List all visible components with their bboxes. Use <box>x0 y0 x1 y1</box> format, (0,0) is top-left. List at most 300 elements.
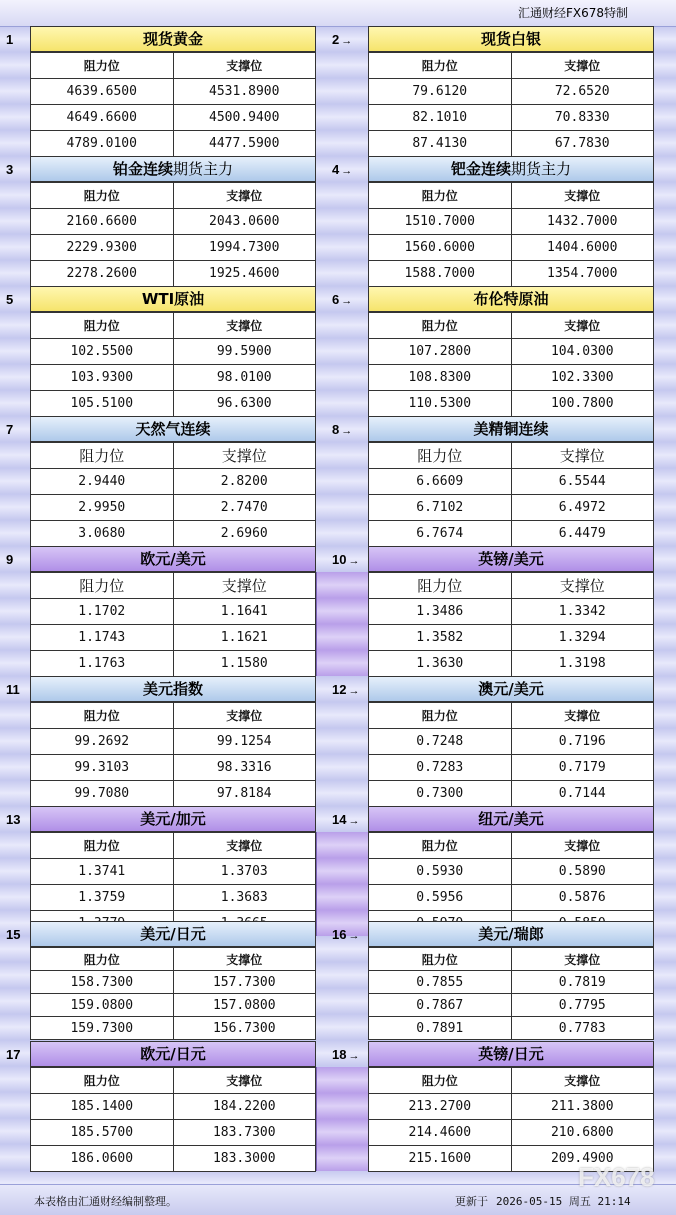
instrument-number <box>332 927 359 942</box>
support-value: 0.7179 <box>511 755 654 781</box>
instrument-title <box>368 286 654 312</box>
table-row <box>369 971 654 994</box>
table-row <box>369 651 654 677</box>
resistance-header: 阻力位 <box>369 833 512 859</box>
resistance-value: 4639.6500 <box>31 79 174 105</box>
table-row <box>31 209 316 235</box>
resistance-header: 阻力位 <box>31 833 174 859</box>
table-row <box>369 469 654 495</box>
instrument-number-text: 8 <box>332 422 340 437</box>
support-value: 98.0100 <box>173 365 316 391</box>
table-row <box>369 105 654 131</box>
resistance-value: 2.9440 <box>31 469 174 495</box>
support-value: 1.1641 <box>173 599 316 625</box>
resistance-header: 阻力位 <box>31 53 174 79</box>
resistance-value: 6.7102 <box>369 495 512 521</box>
table-row <box>369 339 654 365</box>
instrument-number-text: 14 <box>332 812 347 827</box>
instrument-number-text: 15 <box>6 927 21 942</box>
instrument-number-text: 10 <box>332 552 347 567</box>
table-row <box>31 859 316 885</box>
resistance-value: 0.5956 <box>369 885 512 911</box>
support-value: 1.1621 <box>173 625 316 651</box>
instrument-number-text: 3 <box>6 162 14 177</box>
table-row <box>369 495 654 521</box>
table-row <box>369 521 654 547</box>
support-value: 2.7470 <box>173 495 316 521</box>
support-value: 1.3703 <box>173 859 316 885</box>
pivot-table <box>30 312 316 417</box>
support-value: 157.0800 <box>173 994 316 1017</box>
instrument-title <box>368 416 654 442</box>
instrument-title-text: 美元/瑞郎 <box>478 925 544 943</box>
resistance-value: 102.5500 <box>31 339 174 365</box>
instrument-number <box>332 162 352 177</box>
instrument-number <box>6 32 13 47</box>
table-row <box>31 261 316 287</box>
table-row <box>369 885 654 911</box>
instrument-title <box>368 806 654 832</box>
resistance-value: 1.3582 <box>369 625 512 651</box>
support-value: 184.2200 <box>173 1094 316 1120</box>
instrument-number-text: 5 <box>6 292 14 307</box>
table-row <box>31 971 316 994</box>
instrument-title-suffix: 期货主力 <box>511 160 572 178</box>
instrument-title-text: 美元/日元 <box>140 925 206 943</box>
support-value: 72.6520 <box>511 79 654 105</box>
table-row <box>369 365 654 391</box>
instrument-title-text: 铂金连续 <box>112 160 173 178</box>
arrow-right-icon: → <box>341 425 353 437</box>
instrument-number <box>6 927 20 942</box>
title-bar <box>0 0 676 27</box>
support-value: 1.3198 <box>511 651 654 677</box>
instrument-title-text: 美元/加元 <box>140 810 206 828</box>
purple-divider-strip <box>316 1067 369 1171</box>
support-value: 209.4900 <box>511 1146 654 1172</box>
support-header: 支撑位 <box>173 443 316 469</box>
instrument-title <box>30 921 316 947</box>
instrument-title-suffix: 期货主力 <box>173 160 234 178</box>
table-row <box>31 994 316 1017</box>
resistance-header: 阻力位 <box>31 443 174 469</box>
support-value: 156.7300 <box>173 1017 316 1040</box>
resistance-value: 107.2800 <box>369 339 512 365</box>
table-row <box>369 1120 654 1146</box>
update-time <box>455 1193 631 1209</box>
resistance-header: 阻力位 <box>369 948 512 971</box>
support-value: 98.3316 <box>173 755 316 781</box>
support-value: 0.7783 <box>511 1017 654 1040</box>
table-row <box>31 105 316 131</box>
pivot-table <box>368 572 654 677</box>
instrument-title <box>30 546 316 572</box>
resistance-value: 1.3630 <box>369 651 512 677</box>
table-row <box>31 365 316 391</box>
resistance-header: 阻力位 <box>31 1068 174 1094</box>
resistance-header: 阻力位 <box>31 703 174 729</box>
resistance-value: 79.6120 <box>369 79 512 105</box>
resistance-value: 103.9300 <box>31 365 174 391</box>
support-value: 1.3342 <box>511 599 654 625</box>
support-header: 支撑位 <box>173 948 316 971</box>
resistance-value: 1.3759 <box>31 885 174 911</box>
resistance-value: 1510.7000 <box>369 209 512 235</box>
resistance-header: 阻力位 <box>31 313 174 339</box>
resistance-value: 1.1743 <box>31 625 174 651</box>
pivot-table <box>368 182 654 287</box>
support-value: 4477.5900 <box>173 131 316 157</box>
table-row <box>31 1017 316 1040</box>
instrument-title-text: 现货白银 <box>480 30 541 48</box>
update-value: 2026-05-15 周五 21:14 <box>496 1195 631 1208</box>
resistance-value: 214.4600 <box>369 1120 512 1146</box>
support-header: 支撑位 <box>511 53 654 79</box>
instrument-number-text: 17 <box>6 1047 21 1062</box>
resistance-header: 阻力位 <box>369 443 512 469</box>
resistance-value: 0.7855 <box>369 971 512 994</box>
instrument-number-text: 18 <box>332 1047 347 1062</box>
support-value: 6.4972 <box>511 495 654 521</box>
resistance-value: 4649.6600 <box>31 105 174 131</box>
table-row <box>369 625 654 651</box>
instrument-title <box>368 1041 654 1067</box>
table-row <box>31 755 316 781</box>
support-header: 支撑位 <box>511 443 654 469</box>
instrument-number-text: 12 <box>332 682 347 697</box>
pivot-table <box>30 947 316 1040</box>
table-row <box>31 1094 316 1120</box>
table-row <box>31 729 316 755</box>
table-row <box>31 521 316 547</box>
pivot-table <box>368 442 654 547</box>
support-value: 0.7795 <box>511 994 654 1017</box>
table-row <box>369 235 654 261</box>
pivot-table <box>30 1067 316 1172</box>
pivot-table <box>30 52 316 157</box>
table-row <box>31 391 316 417</box>
resistance-value: 213.2700 <box>369 1094 512 1120</box>
resistance-value: 0.7891 <box>369 1017 512 1040</box>
support-header: 支撑位 <box>173 703 316 729</box>
pivot-table <box>30 572 316 677</box>
support-value: 183.7300 <box>173 1120 316 1146</box>
instrument-title <box>30 416 316 442</box>
pivot-table <box>30 182 316 287</box>
support-value: 0.7144 <box>511 781 654 807</box>
resistance-value: 1.3486 <box>369 599 512 625</box>
instrument-number <box>6 812 20 827</box>
support-value: 4500.9400 <box>173 105 316 131</box>
resistance-value: 1560.6000 <box>369 235 512 261</box>
instrument-title-text: 英镑/日元 <box>478 1045 544 1063</box>
instrument-number-text: 2 <box>332 32 340 47</box>
instrument-number <box>6 422 13 437</box>
support-header: 支撑位 <box>173 183 316 209</box>
resistance-value: 99.2692 <box>31 729 174 755</box>
instrument-number <box>332 1047 359 1062</box>
support-value: 97.8184 <box>173 781 316 807</box>
instrument-title-text: 钯金连续 <box>450 160 511 178</box>
instrument-title-text: 欧元/日元 <box>140 1045 206 1063</box>
instrument-title <box>30 806 316 832</box>
resistance-value: 2160.6600 <box>31 209 174 235</box>
resistance-header: 阻力位 <box>31 948 174 971</box>
pivot-table <box>368 702 654 807</box>
instrument-number-text: 13 <box>6 812 21 827</box>
instrument-title-text: 纽元/美元 <box>478 810 544 828</box>
support-value: 99.1254 <box>173 729 316 755</box>
instrument-number <box>332 422 352 437</box>
resistance-value: 0.7867 <box>369 994 512 1017</box>
resistance-value: 0.5930 <box>369 859 512 885</box>
instrument-number-text: 9 <box>6 552 14 567</box>
support-value: 1.3683 <box>173 885 316 911</box>
instrument-number <box>332 682 359 697</box>
instrument-title <box>368 546 654 572</box>
resistance-value: 2.9950 <box>31 495 174 521</box>
resistance-value: 105.5100 <box>31 391 174 417</box>
table-row <box>31 599 316 625</box>
purple-divider-strip <box>316 572 369 676</box>
table-row <box>31 781 316 807</box>
resistance-value: 1.3741 <box>31 859 174 885</box>
support-value: 1404.6000 <box>511 235 654 261</box>
support-value: 99.5900 <box>173 339 316 365</box>
update-label: 更新于 <box>455 1195 488 1208</box>
instrument-title <box>30 1041 316 1067</box>
table-row <box>369 79 654 105</box>
table-row <box>369 131 654 157</box>
table-row <box>369 781 654 807</box>
resistance-header: 阻力位 <box>369 703 512 729</box>
table-row <box>31 79 316 105</box>
resistance-value: 99.3103 <box>31 755 174 781</box>
resistance-header: 阻力位 <box>369 53 512 79</box>
support-header: 支撑位 <box>173 573 316 599</box>
resistance-value: 6.6609 <box>369 469 512 495</box>
instrument-number <box>6 682 20 697</box>
resistance-value: 185.5700 <box>31 1120 174 1146</box>
instrument-number-text: 11 <box>6 682 20 697</box>
resistance-header: 阻力位 <box>31 183 174 209</box>
resistance-value: 215.1600 <box>369 1146 512 1172</box>
support-value: 104.0300 <box>511 339 654 365</box>
resistance-value: 0.7248 <box>369 729 512 755</box>
resistance-value: 99.7080 <box>31 781 174 807</box>
support-value: 0.5876 <box>511 885 654 911</box>
resistance-value: 3.0680 <box>31 521 174 547</box>
support-value: 0.7196 <box>511 729 654 755</box>
instrument-number <box>332 552 359 567</box>
table-row <box>369 391 654 417</box>
resistance-value: 6.7674 <box>369 521 512 547</box>
instrument-title <box>368 676 654 702</box>
support-value: 2.6960 <box>173 521 316 547</box>
resistance-value: 0.7283 <box>369 755 512 781</box>
instrument-number <box>332 292 352 307</box>
pivot-table <box>368 1067 654 1172</box>
footer <box>0 1184 676 1215</box>
support-value: 1925.4600 <box>173 261 316 287</box>
support-value: 6.5544 <box>511 469 654 495</box>
resistance-value: 1588.7000 <box>369 261 512 287</box>
instrument-title <box>30 676 316 702</box>
support-value: 2043.0600 <box>173 209 316 235</box>
table-row <box>31 339 316 365</box>
table-row <box>31 235 316 261</box>
table-row <box>31 1146 316 1172</box>
support-header: 支撑位 <box>173 1068 316 1094</box>
resistance-value: 2229.9300 <box>31 235 174 261</box>
resistance-value: 185.1400 <box>31 1094 174 1120</box>
instrument-title <box>368 921 654 947</box>
instrument-title <box>30 26 316 52</box>
table-row <box>31 495 316 521</box>
table-row <box>369 994 654 1017</box>
resistance-header: 阻力位 <box>31 573 174 599</box>
pivot-table <box>30 442 316 547</box>
resistance-header: 阻力位 <box>369 183 512 209</box>
footer-note: 本表格由汇通财经编制整理。 <box>34 1195 177 1208</box>
support-value: 70.8330 <box>511 105 654 131</box>
support-value: 1.3294 <box>511 625 654 651</box>
resistance-value: 4789.0100 <box>31 131 174 157</box>
instrument-number <box>6 292 13 307</box>
pivot-table <box>368 52 654 157</box>
instrument-title <box>30 156 316 182</box>
table-row <box>31 625 316 651</box>
table-row <box>31 885 316 911</box>
instrument-title <box>368 26 654 52</box>
instrument-title-text: 美精铜连续 <box>473 420 549 438</box>
instrument-title-text: 澳元/美元 <box>478 680 544 698</box>
instrument-title-text: 现货黄金 <box>142 30 203 48</box>
resistance-value: 82.1010 <box>369 105 512 131</box>
arrow-right-icon: → <box>341 165 353 177</box>
instrument-title <box>368 156 654 182</box>
resistance-header: 阻力位 <box>369 573 512 599</box>
table-row <box>369 755 654 781</box>
resistance-value: 110.5300 <box>369 391 512 417</box>
instrument-number <box>6 162 13 177</box>
instrument-title-text: 布伦特原油 <box>473 290 549 308</box>
support-header: 支撑位 <box>511 573 654 599</box>
resistance-value: 159.0800 <box>31 994 174 1017</box>
support-header: 支撑位 <box>173 313 316 339</box>
support-value: 157.7300 <box>173 971 316 994</box>
arrow-right-icon: → <box>341 295 353 307</box>
support-value: 1.1580 <box>173 651 316 677</box>
resistance-value: 108.8300 <box>369 365 512 391</box>
instrument-title-text: 英镑/美元 <box>478 550 544 568</box>
watermark-logo: FX678 <box>578 1162 655 1192</box>
support-header: 支撑位 <box>173 833 316 859</box>
table-row <box>31 469 316 495</box>
support-header: 支撑位 <box>173 53 316 79</box>
pivot-table <box>368 312 654 417</box>
resistance-value: 159.7300 <box>31 1017 174 1040</box>
support-value: 100.7800 <box>511 391 654 417</box>
support-value: 183.3000 <box>173 1146 316 1172</box>
purple-divider-strip <box>316 832 369 936</box>
table-row <box>369 729 654 755</box>
table-row <box>31 1120 316 1146</box>
resistance-value: 2278.2600 <box>31 261 174 287</box>
instrument-number <box>332 32 352 47</box>
support-header: 支撑位 <box>511 1068 654 1094</box>
support-value: 0.7819 <box>511 971 654 994</box>
instrument-number-text: 1 <box>6 32 14 47</box>
table-row <box>369 1017 654 1040</box>
resistance-value: 186.0600 <box>31 1146 174 1172</box>
support-header: 支撑位 <box>511 183 654 209</box>
arrow-right-icon: → <box>348 930 360 942</box>
support-value: 0.5890 <box>511 859 654 885</box>
resistance-header: 阻力位 <box>369 313 512 339</box>
support-header: 支撑位 <box>511 703 654 729</box>
support-value: 67.7830 <box>511 131 654 157</box>
instrument-title-text: 美元指数 <box>142 680 203 698</box>
support-value: 6.4479 <box>511 521 654 547</box>
resistance-value: 87.4130 <box>369 131 512 157</box>
support-value: 2.8200 <box>173 469 316 495</box>
table-row <box>369 209 654 235</box>
support-value: 1432.7000 <box>511 209 654 235</box>
instrument-number <box>332 812 359 827</box>
pivot-table <box>368 947 654 1040</box>
resistance-value: 1.1763 <box>31 651 174 677</box>
support-value: 4531.8900 <box>173 79 316 105</box>
support-header: 支撑位 <box>511 313 654 339</box>
support-value: 1994.7300 <box>173 235 316 261</box>
support-value: 211.3800 <box>511 1094 654 1120</box>
table-row <box>369 859 654 885</box>
instrument-title-text: 天然气连续 <box>135 420 211 438</box>
table-row <box>31 131 316 157</box>
pivot-table <box>30 702 316 807</box>
arrow-right-icon: → <box>348 815 360 827</box>
table-row <box>369 599 654 625</box>
support-value: 210.6800 <box>511 1120 654 1146</box>
resistance-value: 1.1702 <box>31 599 174 625</box>
arrow-right-icon: → <box>341 35 353 47</box>
resistance-value: 0.7300 <box>369 781 512 807</box>
instrument-title-text: WTI原油 <box>141 290 205 308</box>
support-header: 支撑位 <box>511 833 654 859</box>
instrument-title-text: 欧元/美元 <box>140 550 206 568</box>
support-header: 支撑位 <box>511 948 654 971</box>
support-value: 1354.7000 <box>511 261 654 287</box>
support-value: 102.3300 <box>511 365 654 391</box>
arrow-right-icon: → <box>348 1050 360 1062</box>
table-row <box>369 261 654 287</box>
table-row <box>31 651 316 677</box>
arrow-right-icon: → <box>348 685 360 697</box>
resistance-header: 阻力位 <box>369 1068 512 1094</box>
arrow-right-icon: → <box>348 555 360 567</box>
instrument-number-text: 16 <box>332 927 347 942</box>
instrument-number-text: 6 <box>332 292 340 307</box>
instrument-number <box>6 552 13 567</box>
page-title: 汇通财经FX678特制 <box>517 6 628 20</box>
instrument-number-text: 7 <box>6 422 14 437</box>
resistance-value: 158.7300 <box>31 971 174 994</box>
support-value: 96.6300 <box>173 391 316 417</box>
instrument-number-text: 4 <box>332 162 340 177</box>
instrument-number <box>6 1047 20 1062</box>
instrument-title <box>30 286 316 312</box>
